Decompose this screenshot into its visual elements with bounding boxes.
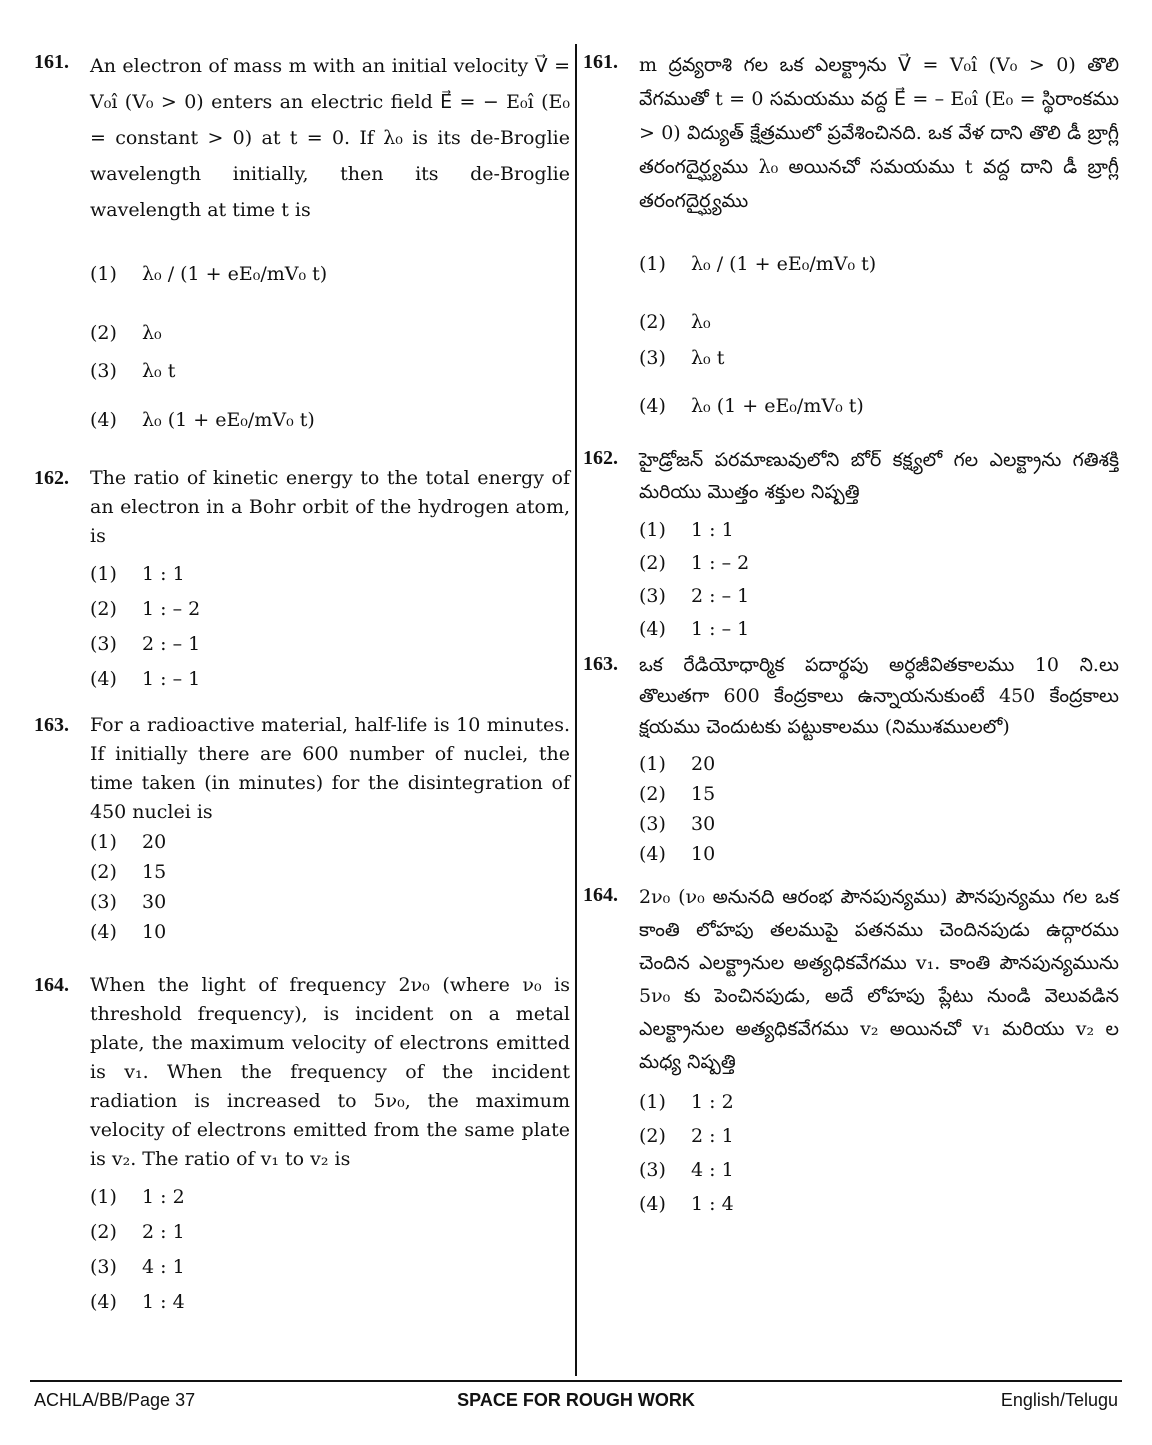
question-161-te [583,48,1119,436]
option-3 [639,340,1119,376]
option-value: 1 : 4 [691,1192,734,1215]
option-value: λ₀ t [691,346,725,369]
option-1 [639,514,1119,547]
option-value: λ₀ t [142,359,176,382]
option-value: 1 : – 2 [691,552,750,574]
telugu-column [583,48,1119,1221]
english-column [34,48,570,1320]
question-164-te [583,881,1119,1221]
option-2 [639,1119,1119,1153]
option-2 [90,314,570,352]
option-number: (3) [90,359,117,382]
question-number: 161. [583,51,618,73]
option-value: 20 [691,752,716,775]
option-4 [639,613,1119,646]
option-3 [639,1153,1119,1187]
option-number: (4) [639,394,666,417]
options-list [90,557,570,697]
option-number: (1) [90,830,117,853]
option-number: (1) [639,752,666,775]
option-value: 1 : 2 [142,1186,185,1208]
question-number: 163. [583,653,618,675]
option-value: 2 : – 1 [142,633,201,655]
option-2 [90,857,570,887]
option-value: 1 : – 1 [691,618,750,640]
options-list [90,234,570,450]
question-161-en [34,48,570,450]
option-value: 1 : 1 [142,563,185,585]
page-id: ACHLA/BB/Page 37 [34,1390,196,1410]
option-4 [639,376,1119,436]
option-value: λ₀ (1 + eE₀/mV₀ t) [691,394,864,417]
options-list [90,1180,570,1320]
option-number: (3) [90,633,117,655]
option-4 [90,917,570,947]
option-1 [639,224,1119,304]
option-number: (4) [90,1291,117,1313]
option-2 [90,592,570,627]
question-163-te [583,650,1119,869]
option-4 [90,1285,570,1320]
option-2 [639,304,1119,340]
option-value: 15 [691,782,716,805]
option-value: 1 : – 1 [142,668,201,690]
option-3 [90,1250,570,1285]
option-3 [90,887,570,917]
option-value: 2 : 1 [691,1124,734,1147]
option-2 [90,1215,570,1250]
option-value: 2 : – 1 [691,585,750,607]
column-divider [575,44,577,1376]
option-1 [90,557,570,592]
question-text: ఒక రేడియోధార్మిక పదార్థపు అర్ధజీవితకాలము 10 ని.లు తొలుతగా 600 కేంద్రకాలు ఉన్నాయనుకుంటే 450 కేంద్రకాలు క్షయము చెందుటకు పట్టుకాలము (నిముశములలో) [639,654,1119,738]
language-label: English/Telugu [1000,1390,1118,1410]
question-number: 164. [34,974,69,996]
option-1 [639,749,1119,779]
option-value: λ₀ / (1 + eE₀/mV₀ t) [142,262,328,285]
option-number: (1) [90,1186,117,1208]
option-4 [639,1187,1119,1221]
question-text: 2ν₀ (ν₀ అనునది ఆరంభ పౌనపున్యము) పౌనపున్యము గల ఒక కాంతి లోహపు తలముపై పతనము చెందినపుడు ఉద్గారము చెందిన ఎలక్ట్రానుల అత్యధికవేగము v₁. కాంతి పౌనపున్యమును 5ν₀ కు పెంచినపుడు, అదే లోహపు ప్లేటు నుండి వెలువడిన ఎలక్ట్రానుల అత్యధికవేగము v₂ అయినచో v₁ మరియు v₂ ల మధ్య నిష్పత్తి [639,886,1119,1073]
option-number: (1) [639,252,666,275]
option-number: (4) [639,842,666,865]
rough-work-label: SPACE FOR ROUGH WORK [457,1390,695,1410]
option-4 [639,839,1119,869]
question-number: 162. [583,447,618,469]
option-number: (2) [90,860,117,883]
option-number: (3) [639,346,666,369]
options-list [639,1085,1119,1221]
option-number: (2) [90,321,117,344]
option-number: (1) [90,563,117,585]
option-number: (2) [90,1221,117,1243]
options-list [90,827,570,947]
option-value: 1 : – 2 [142,598,201,620]
option-value: 10 [142,920,167,943]
option-number: (2) [90,598,117,620]
question-number: 162. [34,467,69,489]
question-number: 163. [34,714,69,736]
option-value: 1 : 4 [142,1291,185,1313]
question-text: m ద్రవ్యరాశి గల ఒక ఎలక్ట్రాను V⃗ = V₀î (V₀ > 0) తొలి వేగముతో t = 0 సమయము వద్ద E⃗ = – E₀î (E₀ = స్థిరాంకము > 0) విద్యుత్ క్షేత్రములో ప్రవేశించినది. ఒక వేళ దాని తొలి డీ బ్రాగ్లీ తరంగదైర్ఘ్యము λ₀ అయినచో సమయము t వద్ద దాని డీ బ్రాగ్లీ తరంగదైర్ఘ్యము [639,54,1119,212]
option-3 [90,352,570,390]
option-value: 4 : 1 [691,1158,734,1181]
option-value: 1 : 2 [691,1090,734,1113]
option-number: (3) [639,812,666,835]
option-1 [90,827,570,857]
question-text: An electron of mass m with an initial velocity V⃗ = V₀î (V₀ > 0) enters an electric field E⃗ = − E₀î (E₀ = constant > 0) at t = 0. If λ₀ is its de-Broglie wavelength initially, then its de-Broglie wavelength at time t is [90,55,570,221]
question-162-en [34,464,570,697]
option-value: λ₀ [691,310,711,333]
option-number: (3) [639,1158,666,1181]
option-4 [90,390,570,450]
question-text: For a radioactive material, half-life is 10 minutes. If initially there are 600 number of nuclei, the time taken (in minutes) for the disintegration of 450 nuclei is [90,714,570,823]
option-number: (4) [639,618,666,640]
options-list [639,224,1119,436]
option-number: (1) [639,519,666,541]
question-163-en [34,711,570,947]
option-number: (3) [90,1256,117,1278]
option-2 [639,547,1119,580]
option-number: (2) [639,552,666,574]
option-1 [639,1085,1119,1119]
question-164-en [34,971,570,1320]
option-3 [639,580,1119,613]
options-list [639,749,1119,869]
option-value: 30 [691,812,716,835]
option-value: 30 [142,890,167,913]
question-text: హైడ్రోజన్ పరమాణువులోని బోర్ కక్ష్యలో గల ఎలక్ట్రాను గతిశక్తి మరియు మొత్తం శక్తుల నిష్పత్తి [639,449,1119,503]
option-number: (2) [639,1124,666,1147]
option-number: (4) [90,408,117,431]
question-162-te [583,444,1119,646]
option-value: 20 [142,830,167,853]
option-number: (3) [639,585,666,607]
option-3 [639,809,1119,839]
option-value: λ₀ (1 + eE₀/mV₀ t) [142,408,315,431]
footer-rule [30,1380,1122,1382]
option-value: λ₀ [142,321,162,344]
options-list [639,514,1119,646]
question-text: When the light of frequency 2ν₀ (where ν₀ is threshold frequency), is incident on a metal plate, the maximum velocity of electrons emitted is v₁. When the frequency of the incident radiation is increased to 5ν₀, the maximum velocity of electrons emitted from the same plate is v₂. The ratio of v₁ to v₂ is [90,974,570,1170]
option-value: 2 : 1 [142,1221,185,1243]
option-value: 1 : 1 [691,519,734,541]
option-1 [90,234,570,314]
option-number: (3) [90,890,117,913]
option-value: 10 [691,842,716,865]
option-number: (4) [90,668,117,690]
option-number: (2) [639,782,666,805]
option-number: (4) [639,1192,666,1215]
option-4 [90,662,570,697]
option-number: (2) [639,310,666,333]
question-number: 164. [583,884,618,906]
question-number: 161. [34,51,69,73]
option-value: 15 [142,860,167,883]
option-2 [639,779,1119,809]
option-number: (1) [90,262,117,285]
option-number: (4) [90,920,117,943]
option-value: λ₀ / (1 + eE₀/mV₀ t) [691,252,877,275]
option-1 [90,1180,570,1215]
option-3 [90,627,570,662]
question-text: The ratio of kinetic energy to the total energy of an electron in a Bohr orbit of the hydrogen atom, is [90,467,570,547]
option-number: (1) [639,1090,666,1113]
option-value: 4 : 1 [142,1256,185,1278]
